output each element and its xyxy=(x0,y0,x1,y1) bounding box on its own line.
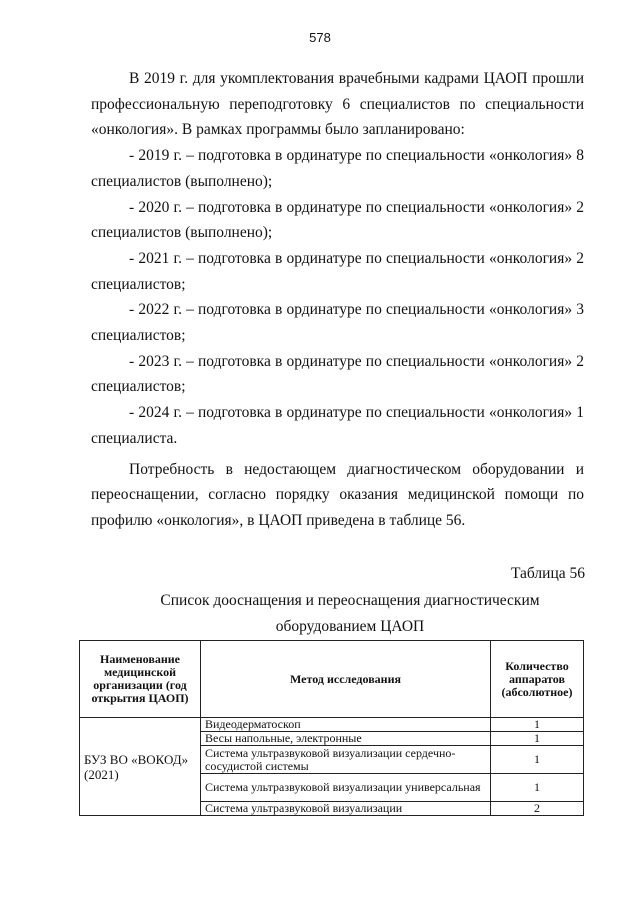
paragraph-2019: - 2019 г. – подготовка в ординатуре по специальности «онкология» 8 специалистов (выполнено); xyxy=(91,147,584,190)
table-row xyxy=(80,718,584,732)
count-cell: 2 xyxy=(491,802,584,816)
count-cell: 1 xyxy=(491,718,584,732)
header-count: Количество аппаратов (абсолютное) xyxy=(491,641,584,718)
header-method: Метод исследования xyxy=(201,641,491,718)
paragraph-2020: - 2020 г. – подготовка в ординатуре по специальности «онкология» 2 специалистов (выполнено); xyxy=(91,198,584,242)
table-header-row xyxy=(80,641,584,718)
organization-year: (2021) xyxy=(84,766,119,782)
organization-cell xyxy=(80,718,201,816)
method-cell: Система ультразвуковой визуализации сердечно-сосудистой системы xyxy=(201,746,491,774)
method-cell: Система ультразвуковой визуализации xyxy=(201,802,491,816)
method-cell: Видеодерматоскоп xyxy=(201,718,491,732)
organization-name: БУЗ ВО «ВОКОД» xyxy=(84,751,189,767)
paragraph-equipment-need: Потребность в недостающем диагностическом оборудовании и переоснащении, согласно порядку оказания медицинской помощи по профилю «онкология», в ЦАОП приведена в таблице 56. xyxy=(91,460,584,529)
count-cell: 1 xyxy=(491,746,584,774)
page-number: 578 xyxy=(309,30,331,45)
paragraph-2024: - 2024 г. – подготовка в ординатуре по специальности «онкология» 1 специалиста. xyxy=(91,404,584,447)
paragraph-2022: - 2022 г. – подготовка в ординатуре по специальности «онкология» 3 специалистов; xyxy=(91,301,584,345)
paragraph-intro: В 2019 г. для укомплектования врачебными кадрами ЦАОП прошли профессиональную переподготовку 6 специалистов по специальности «онкология». В рамках программы было запланировано: xyxy=(91,70,584,139)
method-cell: Весы напольные, электронные xyxy=(201,732,491,746)
count-cell: 1 xyxy=(491,732,584,746)
table-label: Таблица 56 xyxy=(510,565,585,582)
header-organization: Наименование медицинской организации (год открытия ЦАОП) xyxy=(80,641,201,718)
paragraph-2023: - 2023 г. – подготовка в ординатуре по специальности «онкология» 2 специалистов; xyxy=(91,352,584,396)
method-cell: Система ультразвуковой визуализации универсальная xyxy=(201,774,491,802)
paragraph-2021: - 2021 г. – подготовка в ординатуре по специальности «онкология» 2 специалистов; xyxy=(91,249,584,293)
equipment-table xyxy=(79,640,584,816)
table-title: Список дооснащения и переоснащения диагностическим оборудованием ЦАОП xyxy=(160,592,540,635)
count-cell: 1 xyxy=(491,774,584,802)
body-text-top xyxy=(91,66,584,534)
